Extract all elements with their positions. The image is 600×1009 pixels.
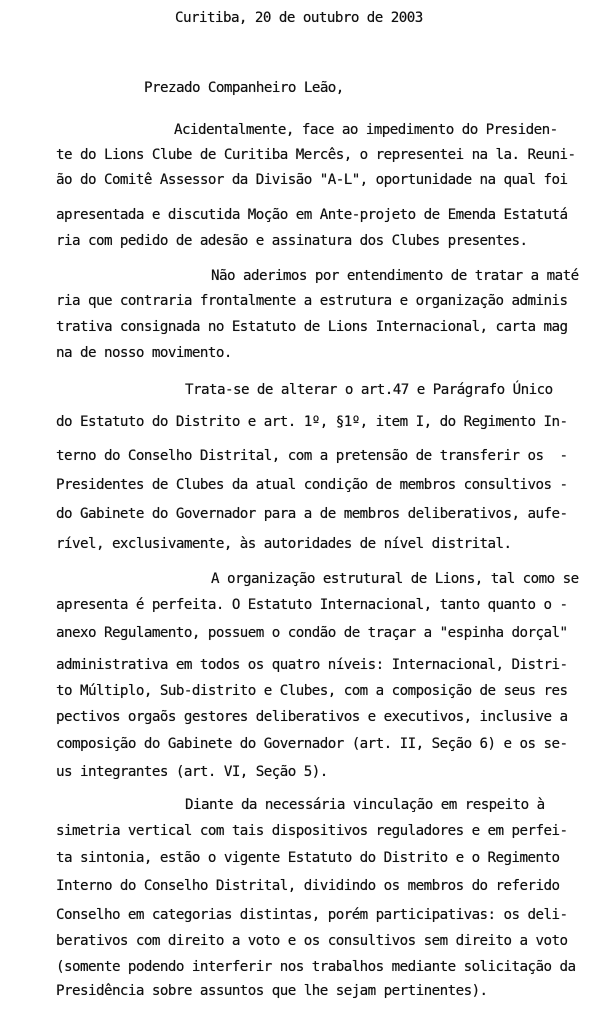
paragraph-2-line-3: trativa consignada no Estatuto de Lions Internacional, carta mag	[56, 319, 568, 335]
paragraph-1-line-3: ão do Comitê Assessor da Divisão "A-L", oportunidade na qual foi	[56, 172, 568, 188]
paragraph-4-line-7: composição do Gabinete do Governador (art. II, Seção 6) e os se-	[56, 736, 568, 752]
paragraph-3-line-2: do Estatuto do Distrito e art. 1º, §1º, item I, do Regimento In-	[56, 414, 568, 430]
paragraph-2-line-1: Não aderimos por entendimento de tratar a maté	[211, 268, 579, 284]
paragraph-5-line-1: Diante da necessária vinculação em respeito à	[185, 797, 545, 813]
paragraph-4-line-3: anexo Regulamento, possuem o condão de traçar a "espinha dorçal"	[56, 625, 568, 641]
paragraph-3-line-4: Presidentes de Clubes da atual condição de membros consultivos -	[56, 477, 568, 493]
paragraph-3-line-1: Trata-se de alterar o art.47 e Parágrafo Único	[185, 382, 553, 398]
paragraph-1-line-4: apresentada e discutida Moção em Ante-projeto de Emenda Estatutá	[56, 207, 568, 223]
paragraph-2-line-4: na de nosso movimento.	[56, 345, 232, 361]
paragraph-5-line-3: ta sintonia, estão o vigente Estatuto do Distrito e o Regimento	[56, 850, 560, 866]
letter-date: Curitiba, 20 de outubro de 2003	[175, 10, 423, 26]
paragraph-4-line-2: apresenta é perfeita. O Estatuto Internacional, tanto quanto o -	[56, 597, 568, 613]
paragraph-5-line-8: Presidência sobre assuntos que lhe sejam pertinentes).	[56, 983, 488, 999]
paragraph-2-line-2: ria que contraria frontalmente a estrutura e organização adminis	[56, 293, 568, 309]
paragraph-3-line-6: rível, exclusivamente, às autoridades de nível distrital.	[56, 536, 512, 552]
paragraph-5-line-5: Conselho em categorias distintas, porém participativas: os deli-	[56, 907, 568, 923]
paragraph-4-line-4: administrativa em todos os quatro níveis: Internacional, Distri-	[56, 657, 568, 673]
paragraph-4-line-1: A organização estrutural de Lions, tal como se	[211, 571, 579, 587]
paragraph-5-line-6: berativos com direito a voto e os consultivos sem direito a voto	[56, 933, 568, 949]
paragraph-5-line-2: simetria vertical com tais dispositivos reguladores e em perfei-	[56, 823, 568, 839]
paragraph-1-line-5: ria com pedido de adesão e assinatura dos Clubes presentes.	[56, 233, 528, 249]
paragraph-5-line-7: (somente podendo interferir nos trabalhos mediante solicitação da	[56, 959, 576, 975]
paragraph-4-line-5: to Múltiplo, Sub-distrito e Clubes, com a composição de seus res	[56, 683, 568, 699]
letter-salutation: Prezado Companheiro Leão,	[144, 80, 344, 96]
paragraph-4-line-8: us integrantes (art. VI, Seção 5).	[56, 764, 328, 780]
paragraph-1-line-1: Acidentalmente, face ao impedimento do Presiden-	[174, 122, 558, 138]
paragraph-5-line-4: Interno do Conselho Distrital, dividindo os membros do referido	[56, 878, 560, 894]
paragraph-1-line-2: te do Lions Clube de Curitiba Mercês, o representei na la. Reuni-	[56, 147, 576, 163]
paragraph-3-line-3: terno do Conselho Distrital, com a pretensão de transferir os -	[56, 448, 568, 464]
paragraph-3-line-5: do Gabinete do Governador para a de membros deliberativos, aufe-	[56, 506, 568, 522]
paragraph-4-line-6: pectivos orgaõs gestores deliberativos e executivos, inclusive a	[56, 709, 568, 725]
